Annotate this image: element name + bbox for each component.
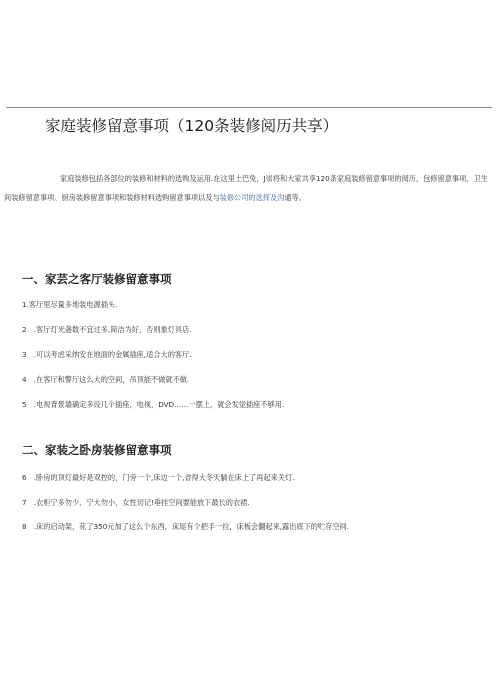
- intro-text-end: 通等。: [284, 193, 306, 202]
- list-item: 8 .床的启动架，花了350元加了这么个东西，床尾有个把手一拉，床板会翻起来,露出底下的贮存空间.: [22, 522, 350, 531]
- document-title: 家庭装修留意事项（120条装修阅历共享）: [45, 117, 339, 135]
- list-item: 4 .在客厅和警厅这么大的空间，吊顶能不做就不做.: [22, 375, 190, 384]
- list-item: 3 .可以考虑采纳安在地面的金属插座,适合大的客厅.: [22, 350, 192, 359]
- list-item: 1.客厅里尽量多地装电源插头.: [22, 300, 118, 309]
- list-item: 5 .电视背景墙确定多设几个插座，电视，DVD……一摆上，就会发觉插座不够用.: [22, 400, 285, 409]
- intro-paragraph: [4, 169, 494, 207]
- top-divider: [6, 107, 492, 108]
- list-item: 7 .衣柜宁多勿少、宁大勿小，女性切记!垂挂空间要能放下最长的衣裙.: [22, 498, 250, 507]
- list-item: 6 .卧房的顶灯最好是双控的，门旁一个,床边一个,省得大冬天躺在床上了再起来关灯.: [22, 473, 295, 482]
- intro-link[interactable]: 装修公司的选择及沟: [219, 193, 285, 202]
- intro-text: 家庭装修包括各部位的装修和材料的选购及运用.在这里土巴兔，J崇将和大家共享120条家庭装修留意事项的阅历，包修留意事项、卫生间装修留意事项、厨房装修留意事项和装修材料选购留意事项以及与: [4, 174, 488, 202]
- section-heading-bedroom: 二、家装之卧房装修留意事项: [22, 443, 172, 457]
- list-item: 2 .客厅灯光盏数不宜过多,简洁为好，否则象灯具店.: [22, 325, 192, 334]
- section-heading-living-room: 一、家芸之客厅装修留意事项: [22, 272, 172, 286]
